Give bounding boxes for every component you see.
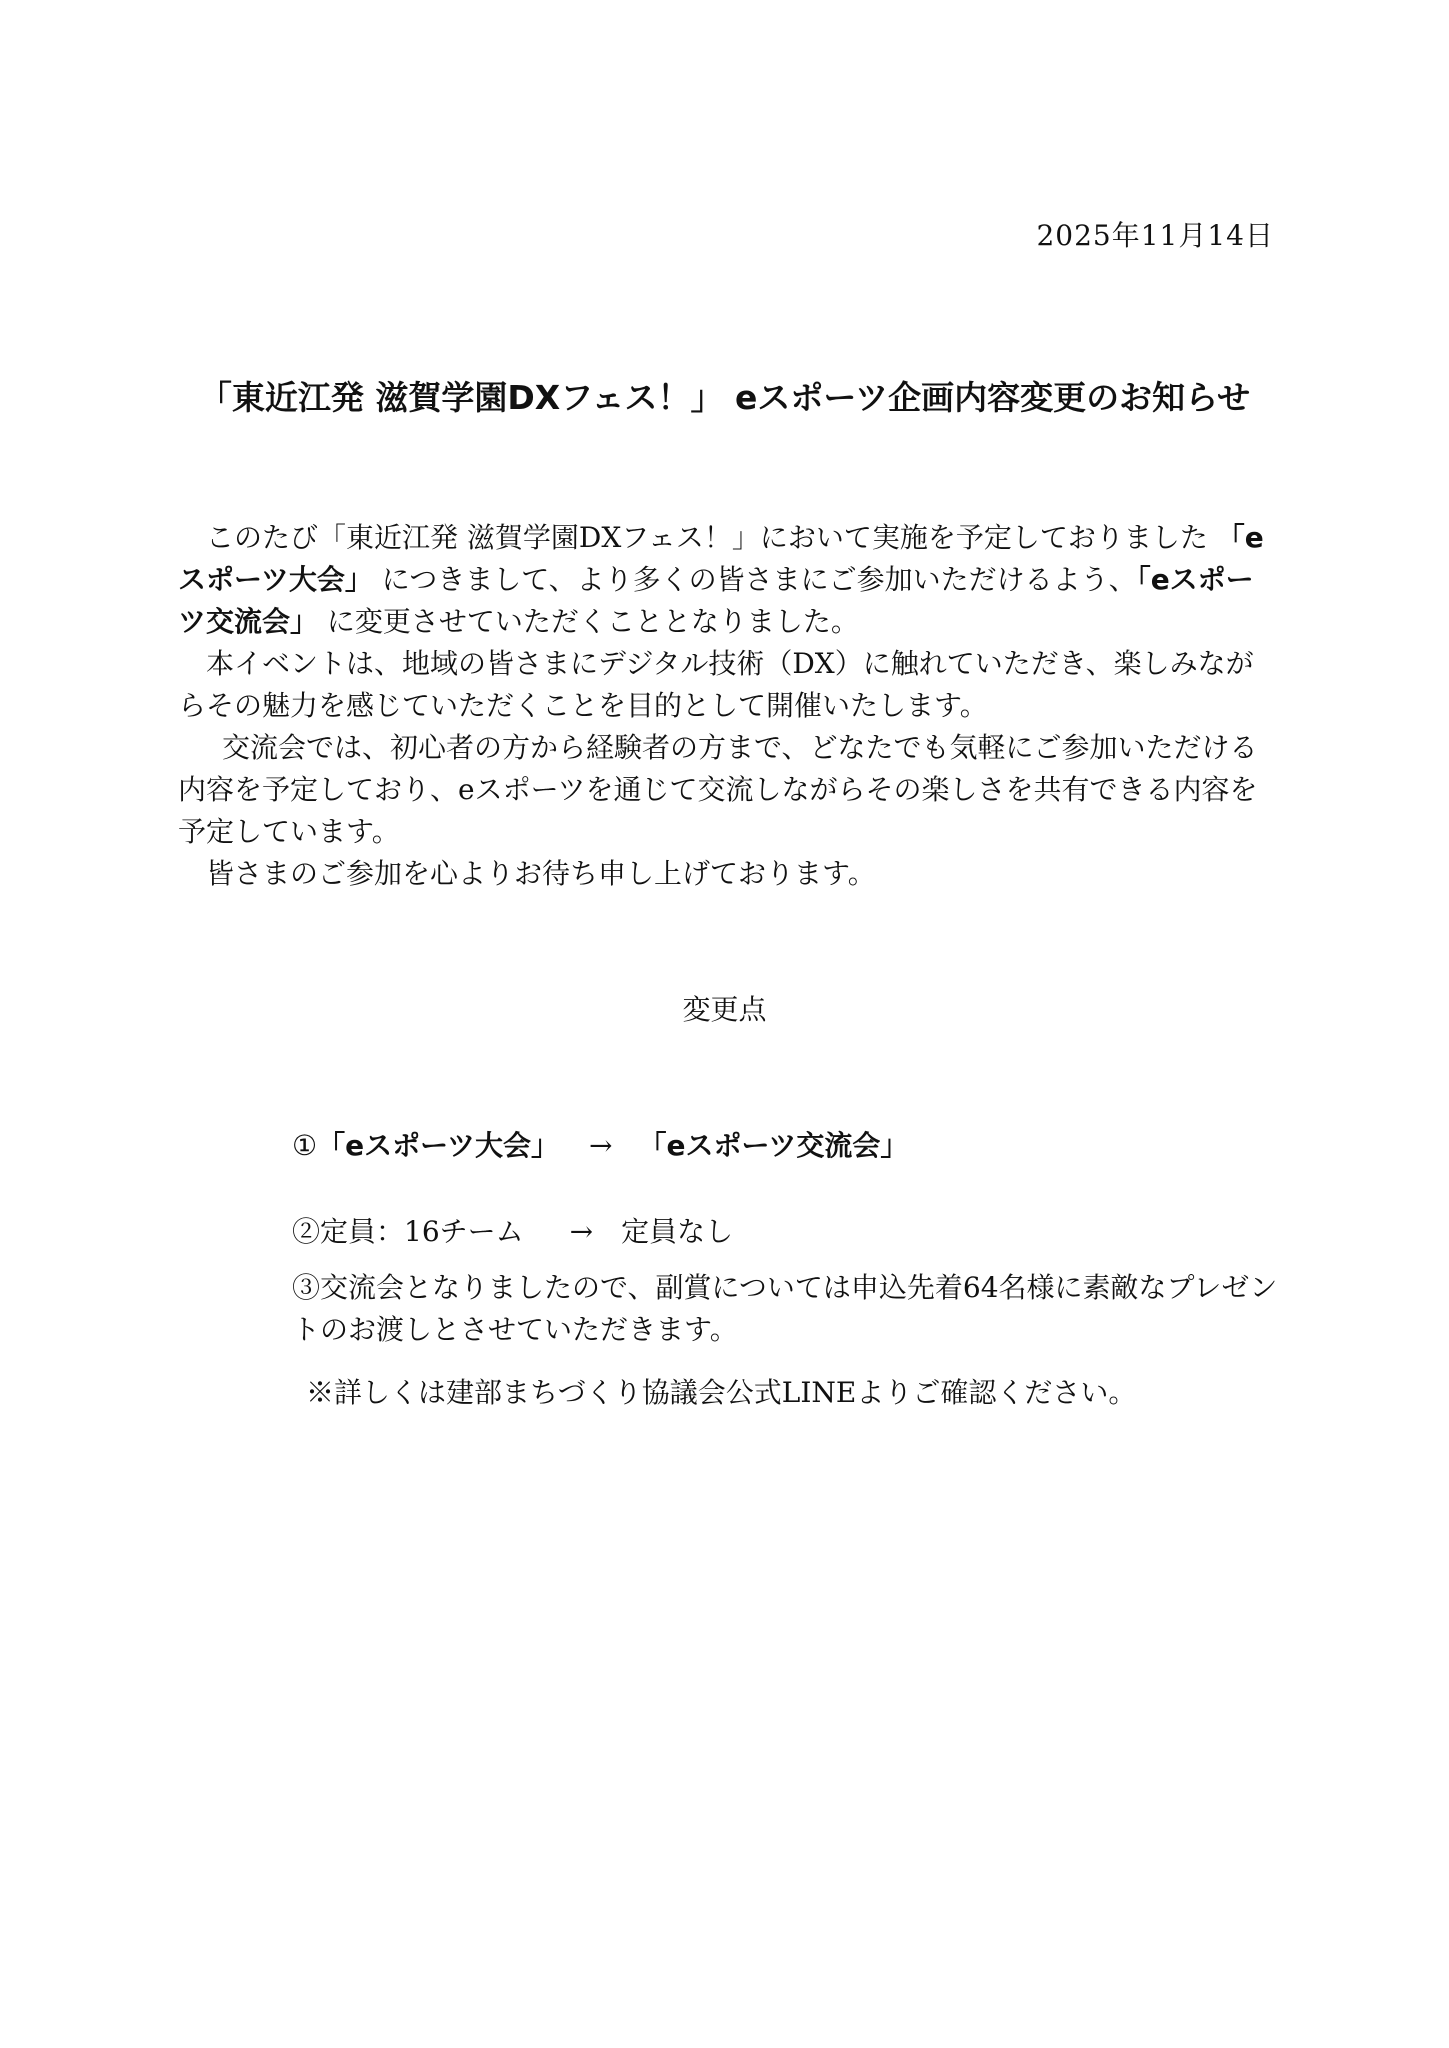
body-p1-text-c: につきまして、より多くの皆さまにご参加いただけるよう、 bbox=[372, 563, 1137, 596]
change-item-1 bbox=[292, 1125, 908, 1167]
changes-heading: 変更点 bbox=[682, 993, 767, 1026]
body-p1-bold-a: 「eスポーツ大会」 bbox=[178, 521, 1264, 596]
body-paragraph-2: 本イベントは、地域の皆さまにデジタル技術（DX）に触れていただき、楽しみながらその魅力を感じていただくことを目的として開催いたします。 bbox=[178, 647, 1254, 722]
body-paragraph-3: 交流会では、初心者の方から経験者の方まで、どなたでも気軽にご参加いただける内容を予定しており、eスポーツを通じて交流しながらその楽しさを共有できる内容を予定しています。 bbox=[178, 731, 1258, 848]
body-paragraph-1 bbox=[178, 517, 1278, 643]
change-item-1-number: ① bbox=[292, 1129, 318, 1162]
arrow-right-icon: → bbox=[569, 1215, 594, 1248]
body-p1-text-a: このたび「東近江発 滋賀学園DXフェス！」において実施を予定しておりました bbox=[206, 521, 1217, 554]
arrow-right-icon: → bbox=[588, 1129, 613, 1162]
document-date: 2025年11月14日 bbox=[1036, 219, 1274, 252]
change-item-3: ③交流会となりましたので、副賞については申込先着64名様に素敵なプレゼントのお渡しとさせていただきます。 bbox=[292, 1271, 1278, 1346]
body-paragraph-4: 皆さまのご参加を心よりお待ち申し上げております。 bbox=[206, 857, 876, 890]
change-item-2 bbox=[292, 1211, 733, 1253]
footnote: ※詳しくは建部まちづくり協議会公式LINEよりご確認ください。 bbox=[306, 1376, 1137, 1409]
change-item-1-from: 「eスポーツ大会」 bbox=[317, 1129, 559, 1162]
document-title: 「東近江発 滋賀学園DXフェス！」 eスポーツ企画内容変更のお知らせ bbox=[198, 378, 1251, 417]
body-p1-bold-b: 「eスポーツ交流会」 bbox=[178, 563, 1254, 638]
change-item-2-to: 定員なし bbox=[621, 1215, 734, 1248]
body-p1-text-d: に変更させていただくこととなりました。 bbox=[318, 605, 859, 638]
change-item-2-from: ②定員：16チーム bbox=[292, 1215, 524, 1248]
document-body bbox=[178, 517, 1278, 895]
change-item-1-to: 「eスポーツ交流会」 bbox=[638, 1129, 909, 1162]
